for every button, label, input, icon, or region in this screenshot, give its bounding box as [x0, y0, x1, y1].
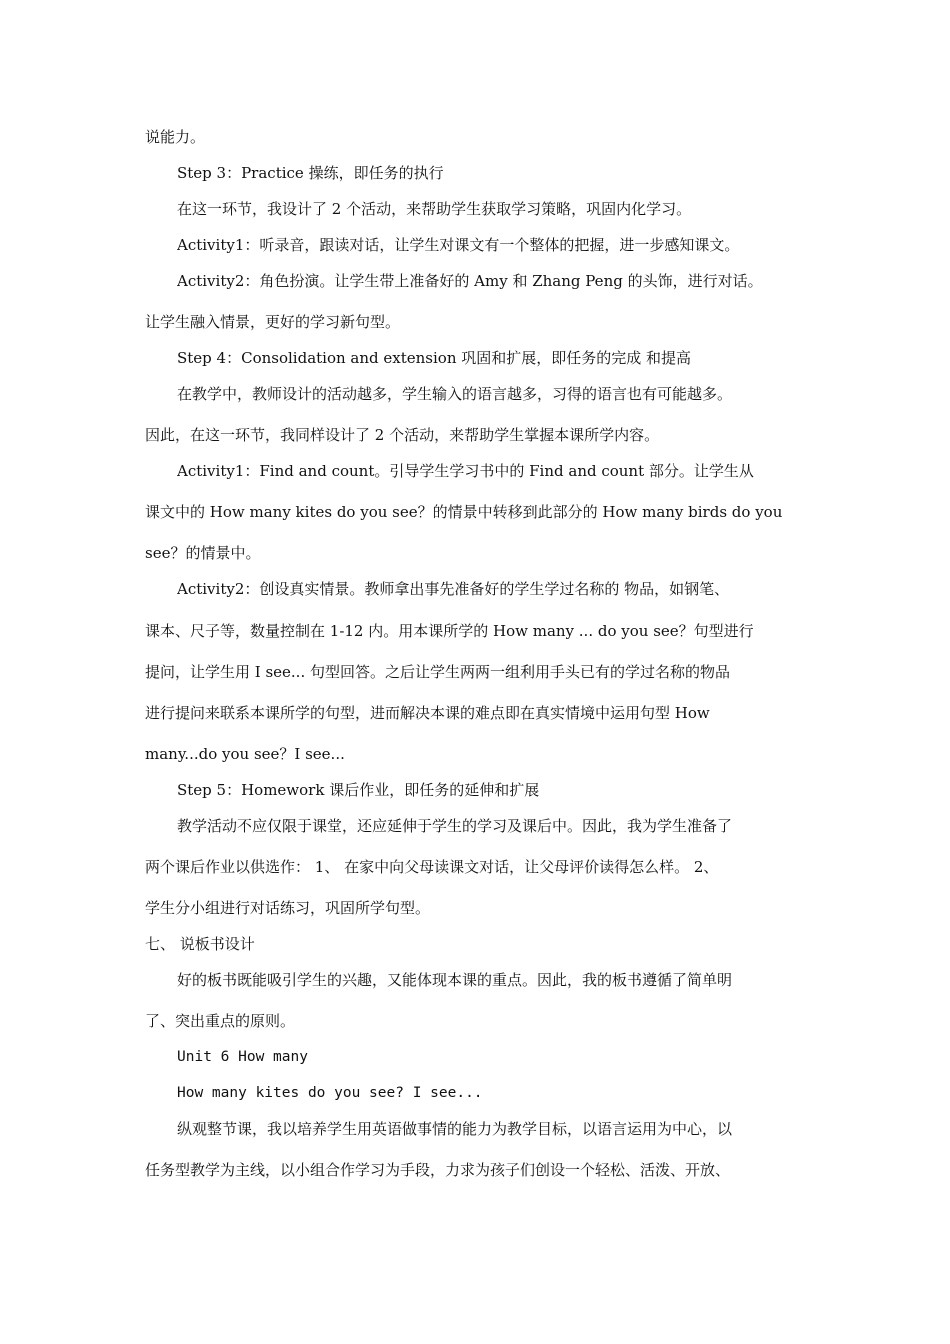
- paragraph-line: 任务型教学为主线，以小组合作学习为手段，力求为孩子们创设一个轻松、活泼、开放、: [145, 1161, 731, 1179]
- paragraph-line: 好的板书既能吸引学生的兴趣，又能体现本课的重点。因此，我的板书遵循了简单明: [177, 971, 733, 989]
- paragraph-line: 让学生融入情景，更好的学习新句型。: [145, 313, 401, 331]
- paragraph-line: 课本、尺子等，数量控制在 1-12 内。用本课所学的 How many ... do you see？句型进行: [145, 622, 754, 640]
- board-sentence: How many kites do you see? I see...: [177, 1085, 483, 1101]
- paragraph-line: 纵观整节课，我以培养学生用英语做事情的能力为教学目标，以语言运用为中心，以: [177, 1120, 733, 1138]
- board-title: Unit 6 How many: [177, 1049, 308, 1065]
- paragraph-line: 提问，让学生用 I see... 句型回答。之后让学生两两一组利用手头已有的学过名称的物品: [145, 663, 730, 681]
- paragraph-line: 教学活动不应仅限于课堂，还应延伸于学生的学习及课后中。因此，我为学生准备了: [177, 817, 733, 835]
- section-heading: 七、 说板书设计: [145, 935, 255, 953]
- paragraph-line: Activity1：Find and count。引导学生学习书中的 Find and count 部分。让学生从: [177, 462, 754, 480]
- paragraph-line: 因此，在这一环节，我同样设计了 2 个活动，来帮助学生掌握本课所学内容。: [145, 426, 660, 444]
- paragraph-line: Activity2：角色扮演。让学生带上准备好的 Amy 和 Zhang Peng 的头饰，进行对话。: [177, 272, 763, 290]
- paragraph-line: 在教学中，教师设计的活动越多，学生输入的语言越多，习得的语言也有可能越多。: [177, 385, 733, 403]
- paragraph-line: 说能力。: [145, 128, 206, 146]
- paragraph-line: many...do you see？I see...: [145, 745, 345, 763]
- paragraph-line: 两个课后作业以供选作： 1、 在家中向父母读课文对话，让父母评价读得怎么样。 2、: [145, 858, 719, 876]
- paragraph-line: see？的情景中。: [145, 544, 261, 562]
- paragraph-line: 课文中的 How many kites do you see？的情景中转移到此部分的 How many birds do you: [145, 503, 783, 521]
- step5-heading: Step 5：Homework 课后作业，即任务的延伸和扩展: [177, 781, 540, 799]
- step3-heading: Step 3：Practice 操练，即任务的执行: [177, 164, 444, 182]
- step4-heading: Step 4：Consolidation and extension 巩固和扩展，即任务的完成 和提高: [177, 349, 692, 367]
- paragraph-line: 了、突出重点的原则。: [145, 1012, 296, 1030]
- paragraph-line: 学生分小组进行对话练习，巩固所学句型。: [145, 899, 431, 917]
- paragraph-line: 进行提问来联系本课所学的句型，进而解决本课的难点即在真实情境中运用句型 How: [145, 704, 710, 722]
- paragraph-line: Activity1：听录音，跟读对话，让学生对课文有一个整体的把握，进一步感知课文。: [177, 236, 740, 254]
- paragraph-line: 在这一环节，我设计了 2 个活动，来帮助学生获取学习策略，巩固内化学习。: [177, 200, 692, 218]
- paragraph-line: Activity2：创设真实情景。教师拿出事先准备好的学生学过名称的 物品，如钢笔、: [177, 580, 730, 598]
